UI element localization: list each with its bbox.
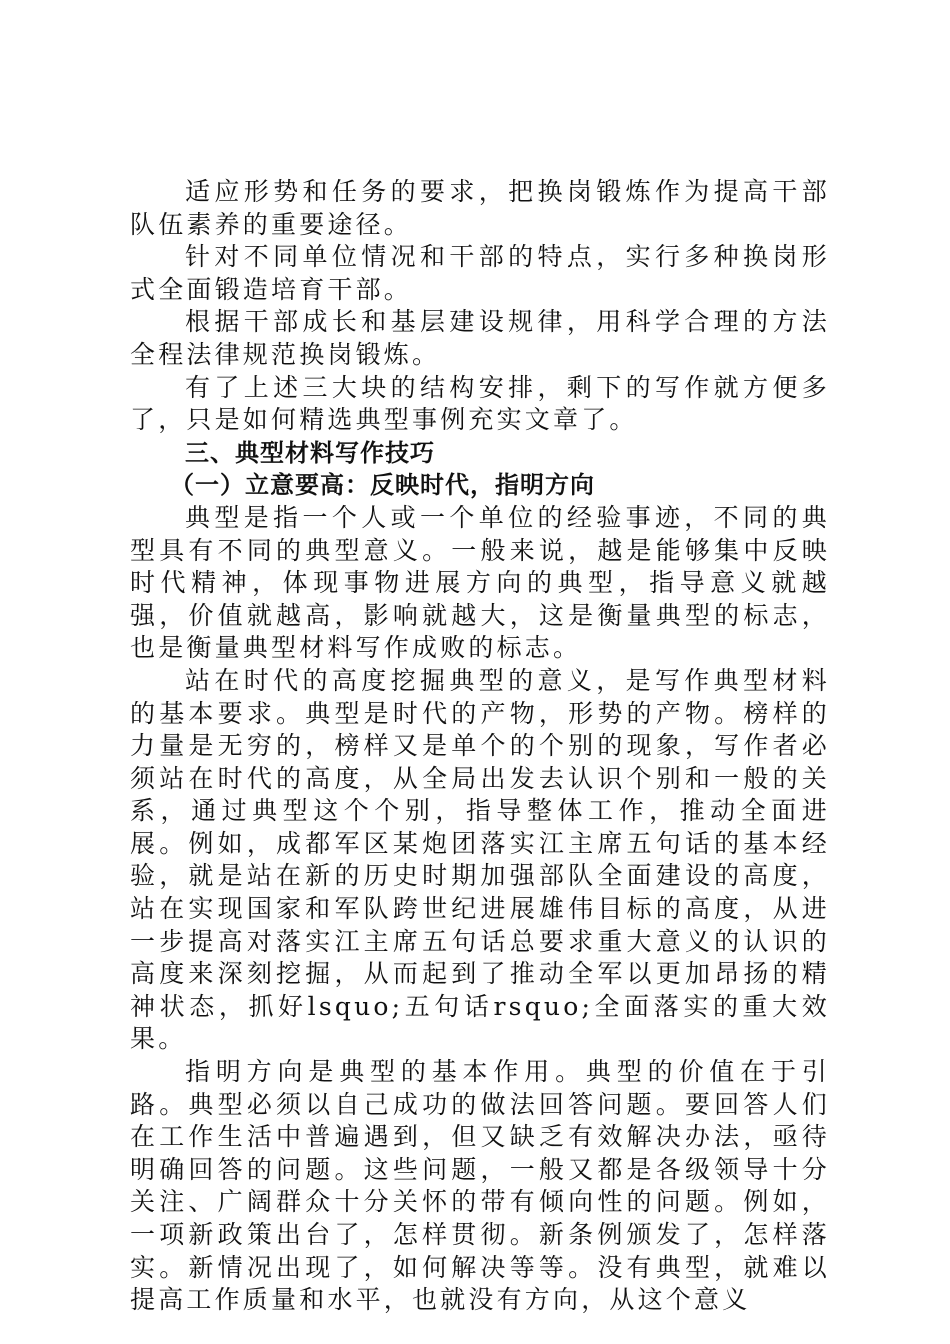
paragraph-3: 根据干部成长和基层建设规律，用科学合理的方法全程法律规范换岗锻炼。 <box>130 307 830 369</box>
paragraph-4: 有了上述三大块的结构安排，剩下的写作就方便多了，只是如何精选典型事例充实文章了。 <box>130 372 830 435</box>
section-heading: 三、典型材料写作技巧 <box>185 438 435 467</box>
paragraph-1: 适应形势和任务的要求，把换岗锻炼作为提高干部队伍素养的重要途径。 <box>130 177 830 239</box>
subsection-heading: （一）立意要高：反映时代，指明方向 <box>170 471 595 500</box>
paragraph-5: 典型是指一个人或一个单位的经验事迹，不同的典型具有不同的典型意义。一般来说，越是能够集中反映时代精神，体现事物进展方向的典型，指导意义就越强，价值就越高，影响就越大，这是衡量典型的标志，也是衡量典型材料写作成败的标志。 <box>130 502 830 663</box>
paragraph-6: 站在时代的高度挖掘典型的意义，是写作典型材料的基本要求。典型是时代的产物，形势的产物。榜样的力量是无穷的，榜样又是单个的个别的现象，写作者必须站在时代的高度，从全局出发去认识个别和一般的关系，通过典型这个个别，指导整体工作，推动全面进展。例如，成都军区某炮团落实江主席五句话的基本经验，就是站在新的历史时期加强部队全面建设的高度，站在实现国家和军队跨世纪进展雄伟目标的高度，从进一步提高对落实江主席五句话总要求重大意义的认识的高度来深刻挖掘，从而起到了推动全军以更加昂扬的精神状态，抓好lsquo;五句话rsquo;全面落实的重大效果。 <box>130 665 830 1054</box>
document-body <box>130 176 830 1317</box>
paragraph-2: 针对不同单位情况和干部的特点，实行多种换岗形式全面锻造培育干部。 <box>130 242 830 304</box>
paragraph-7: 指明方向是典型的基本作用。典型的价值在于引路。典型必须以自己成功的做法回答问题。要回答人们在工作生活中普遍遇到，但又缺乏有效解决办法，亟待明确回答的问题。这些问题，一般又都是各级领导十分关注、广阔群众十分关怀的带有倾向性的问题。例如，一项新政策出台了，怎样贯彻。新条例颁发了，怎样落实。新情况出现了，如何解决等等。没有典型，就难以提高工作质量和水平，也就没有方向，从这个意义 <box>130 1057 830 1315</box>
